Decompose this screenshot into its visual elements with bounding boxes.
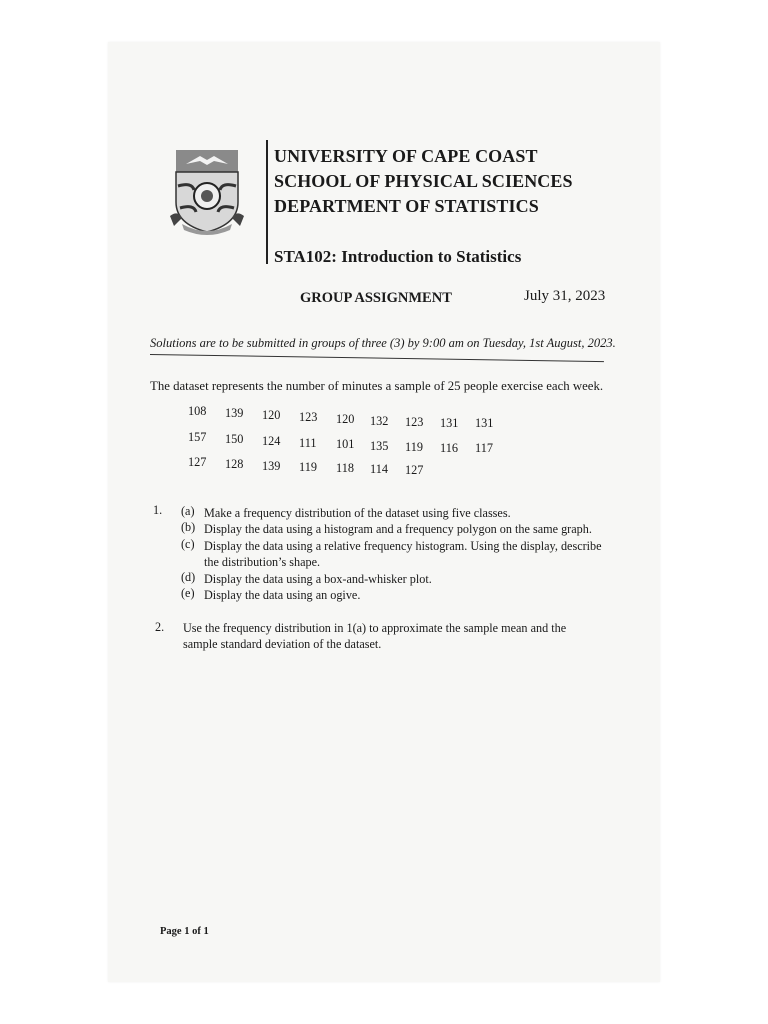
question-2-number: 2.	[155, 620, 165, 634]
school-name: SCHOOL OF PHYSICAL SCIENCES	[274, 171, 573, 191]
data-value: 101	[336, 437, 355, 451]
data-value: 124	[262, 434, 281, 448]
data-value: 123	[299, 410, 318, 424]
question-2-text-line2: sample standard deviation of the dataset.	[183, 637, 382, 651]
department-name: DEPARTMENT OF STATISTICS	[274, 196, 539, 216]
data-value: 114	[370, 462, 388, 476]
data-value: 157	[188, 430, 207, 444]
question-1a-text: Make a frequency distribution of the dataset using five classes.	[204, 506, 511, 520]
question-2-text-line1: Use the frequency distribution in 1(a) to approximate the sample mean and the	[183, 621, 567, 635]
university-crest-logo	[168, 146, 246, 238]
data-value: 127	[188, 455, 207, 469]
data-value: 127	[405, 463, 424, 477]
data-value: 111	[299, 436, 317, 450]
data-value: 131	[475, 416, 494, 430]
data-value: 120	[262, 408, 281, 422]
question-1-number: 1.	[153, 503, 163, 517]
data-value: 118	[336, 461, 354, 475]
data-value: 139	[262, 459, 281, 473]
submission-note: Solutions are to be submitted in groups of three (3) by 9:00 am on Tuesday, 1st August, 2023.	[150, 336, 616, 350]
data-value: 131	[440, 416, 459, 430]
data-value: 128	[225, 457, 244, 471]
data-value: 119	[405, 440, 423, 454]
data-value: 123	[405, 415, 424, 429]
data-value: 116	[440, 441, 458, 455]
assignment-type: GROUP ASSIGNMENT	[300, 290, 452, 306]
data-value: 150	[225, 432, 244, 446]
question-1c-label: (c)	[181, 537, 195, 551]
question-1e-label: (e)	[181, 586, 195, 600]
course-title: STA102: Introduction to Statistics	[274, 247, 522, 266]
university-name: UNIVERSITY OF CAPE COAST	[274, 146, 538, 166]
page-number-footer: Page 1 of 1	[160, 926, 209, 937]
data-value: 120	[336, 412, 355, 426]
data-value: 132	[370, 414, 389, 428]
question-1d-label: (d)	[181, 570, 196, 584]
data-value: 139	[225, 406, 244, 420]
data-value: 117	[475, 441, 493, 455]
question-1a-label: (a)	[181, 504, 195, 518]
question-1b-label: (b)	[181, 520, 196, 534]
question-1c-text-line2: the distribution’s shape.	[204, 555, 321, 569]
question-1e-text: Display the data using an ogive.	[204, 588, 361, 602]
question-1c-text-line1: Display the data using a relative frequency histogram. Using the display, describe	[204, 539, 602, 553]
data-value: 135	[370, 439, 389, 453]
assignment-date: July 31, 2023	[524, 288, 606, 304]
dataset-intro: The dataset represents the number of minutes a sample of 25 people exercise each week.	[150, 379, 604, 393]
header-divider-line	[266, 140, 268, 264]
data-value: 108	[188, 404, 207, 418]
question-1b-text: Display the data using a histogram and a frequency polygon on the same graph.	[204, 522, 592, 536]
question-1d-text: Display the data using a box-and-whisker plot.	[204, 572, 432, 586]
data-value: 119	[299, 460, 317, 474]
